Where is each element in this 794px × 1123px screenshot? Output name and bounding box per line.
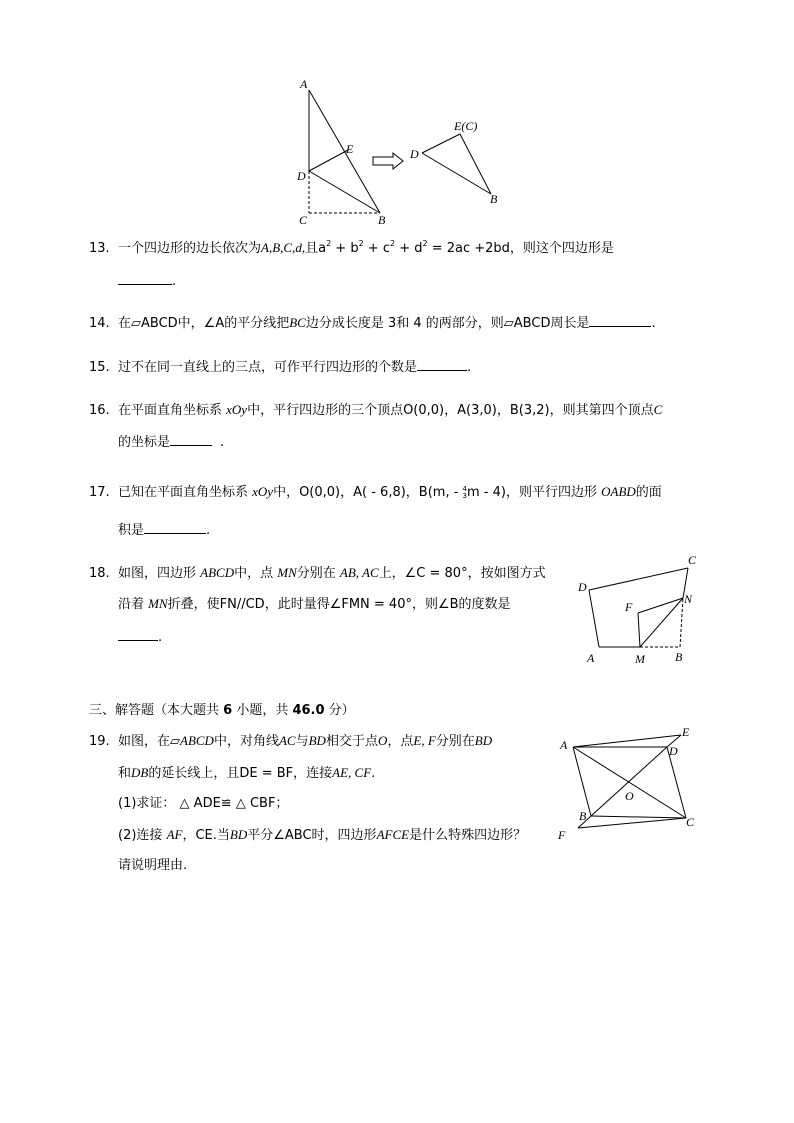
label-b2: B [490, 192, 498, 206]
answer-blank[interactable] [118, 628, 158, 641]
svg-text:A: A [587, 651, 595, 665]
svg-text:N: N [684, 592, 693, 606]
question-19-part1: (1)求证： △ ADE≌ △ CBF； [118, 796, 289, 811]
question-number: 13. [89, 241, 110, 256]
label-b: B [378, 213, 386, 227]
question-19-figure [556, 722, 706, 851]
question-17-line2: 积是 . [118, 523, 211, 538]
question-19-line2: 和DB的延长线上，且DE = BF，连接AE, CF. [118, 765, 376, 781]
question-13-answer-line: . [118, 272, 176, 289]
label-e: E [346, 142, 354, 156]
label-a: A [300, 77, 308, 91]
question-19: 19. 如图，在▱ABCD中，对角线AC与BD相交于点O，点E, F分别在BD [89, 733, 493, 749]
svg-text:D: D [669, 744, 678, 758]
top-figure [290, 76, 520, 232]
svg-text:A: A [560, 738, 568, 752]
answer-blank[interactable] [417, 358, 467, 371]
question-18-figure [572, 550, 712, 674]
svg-text:O: O [625, 789, 634, 803]
label-c: C [299, 213, 308, 227]
fraction: 4 3 [462, 485, 468, 500]
answer-blank[interactable] [144, 521, 206, 534]
answer-blank[interactable] [170, 433, 212, 446]
svg-text:M: M [635, 652, 645, 666]
question-18-line2: 沿着 MN折叠，使FN//CD，此时量得∠FMN = 40°，则∠B的度数是 [118, 596, 511, 612]
question-16: 16. 在平面直角坐标系 xOy中，平行四边形的三个顶点O(0,0)，A(3,0)，B(3,2)，则其第四个顶点C [89, 402, 663, 418]
svg-text:D: D [578, 580, 587, 594]
question-15: 15. 过不在同一直线上的三点，可作平行四边形的个数是 . [89, 360, 472, 375]
question-13: 13. 一个四边形的边长依次为A,B,C,d,且$a^2 + b^2 + c^2 + d^2 = 2ac +2bd$，则这个四边形是 [89, 239, 614, 256]
svg-text:C: C [686, 815, 695, 829]
svg-text:B: B [675, 650, 683, 664]
transform-arrow [373, 153, 403, 169]
label-d: D [297, 169, 306, 183]
label-d2: D [410, 147, 419, 161]
question-18-line3: . [118, 628, 162, 645]
svg-text:B: B [579, 809, 587, 823]
question-19-line5: 请说明理由. [118, 858, 188, 873]
label-ec: E(C) [454, 119, 478, 133]
question-18: 18. 如图，四边形 ABCD中，点 MN分别在 AB, AC上，∠C = 80°，按如图方式 [89, 565, 546, 581]
question-14: 14. 在▱ABCD中，∠A的平分线把BC边分成长度是 3和 4 的两部分，则▱ABCD周长是 . [89, 315, 656, 331]
question-17: 17. 已知在平面直角坐标系 xOy中，O(0,0)，A( - 6,8)，B(m, - 4 3 m - 4)，则平行四边形 OABD的面 [89, 484, 662, 500]
question-19-part2: (2)连接 AF，CE.当BD平分∠ABC时，四边形AFCE是什么特殊四边形？ [118, 827, 527, 843]
svg-text:F: F [558, 828, 566, 842]
svg-text:C: C [688, 553, 697, 567]
svg-text:F: F [625, 600, 633, 614]
question-16-line2: 的坐标是 . [118, 435, 225, 450]
answer-blank[interactable] [118, 272, 172, 285]
answer-blank[interactable] [589, 314, 651, 327]
section-3-heading: 三、解答题（本大题共 6 小题，共 46.0 分） [89, 703, 355, 718]
svg-text:E: E [682, 725, 690, 739]
